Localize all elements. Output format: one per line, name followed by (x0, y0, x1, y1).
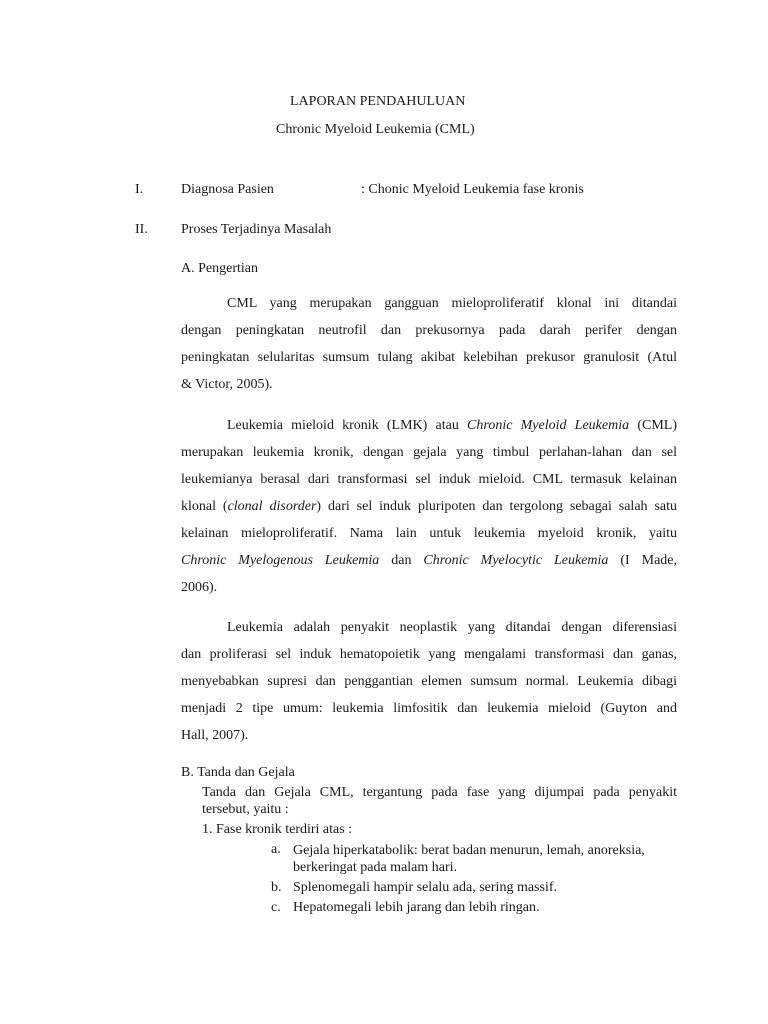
sub-item-b: Splenomegali hampir selalu ada, sering massif. (293, 880, 557, 895)
paragraph-line: & Victor, 2005). (181, 377, 273, 392)
sub-item-a-marker: a. (271, 842, 281, 857)
subsection-b-label: B. Tanda dan Gejala (181, 765, 295, 780)
italic-term: Chronic Myelocytic Leukemia (423, 553, 609, 568)
paragraph-line: Hall, 2007). (181, 728, 249, 743)
section-1-label: Diagnosa Pasien (181, 182, 274, 197)
section-2-number: II. (135, 222, 148, 237)
list-item-chronic-phase: 1. Fase kronik terdiri atas : (202, 822, 353, 837)
paragraph-line: Gejala hiperkatabolik: berat badan menurun, lemah, anoreksia, (293, 843, 645, 858)
paragraph-line: merupakan leukemia kronik, dengan gejala yang timbul perlahan-lahan dan sel (181, 445, 677, 460)
paragraph-definition-3 (181, 614, 677, 749)
sub-item-a (293, 842, 677, 876)
document-title: LAPORAN PENDAHULUAN (290, 94, 466, 109)
sub-item-c-marker: c. (271, 900, 281, 915)
section-1-value: : Chonic Myeloid Leukemia fase kronis (361, 182, 584, 197)
paragraph-line: dengan peningkatan neutrofil dan prekusornya pada darah perifer dengan (181, 323, 677, 338)
paragraph-line: kelainan mieloproliferatif. Nama lain untuk leukemia myeloid kronik, yaitu (181, 526, 677, 541)
sub-item-c: Hepatomegali lebih jarang dan lebih ringan. (293, 900, 540, 915)
paragraph-line: dan proliferasi sel induk hematopoietik yang mengalami transformasi dan ganas, (181, 647, 677, 662)
paragraph-line: berkeringat pada malam hari. (293, 860, 458, 875)
subsection-a-label: A. Pengertian (181, 261, 258, 276)
paragraph-line: CML yang merupakan gangguan mieloproliferatif klonal ini ditandai (227, 296, 677, 311)
paragraph-definition-1 (181, 290, 677, 398)
paragraph-definition-2: Leukemia mieloid kronik (LMK) atau Chronic Myeloid Leukemia (CML) merupakan leukemia kronik, dengan gejala yang timbul perlahan-lahan dan sel leukemianya berasal dari transformasi sel induk mieloid. CML termasuk kelainan klonal (clonal disorder) dari sel induk pluripoten dan tergolong sebagai salah satu kelainan mieloproliferatif. Nama lain untuk leukemia myeloid kronik, yaitu Chronic Myelogenous Leukemia dan Chronic Myelocytic Leukemia (I Made, 2006). (181, 412, 677, 601)
paragraph-line: leukemianya berasal dari transformasi sel induk mieloid. CML termasuk kelainan (181, 472, 677, 487)
paragraph-line: 2006). (181, 580, 218, 595)
paragraph-line: menyebabkan supresi dan penggantian elemen sumsum normal. Leukemia dibagi (181, 674, 677, 689)
paragraph-line: Tanda dan Gejala CML, tergantung pada fase yang dijumpai pada penyakit (202, 785, 677, 800)
paragraph-line: menjadi 2 tipe umum: leukemia limfositik dan leukemia mieloid (Guyton and (181, 701, 677, 716)
sub-item-b-marker: b. (271, 880, 282, 895)
signs-intro (202, 784, 677, 818)
italic-term: Chronic Myeloid Leukemia (467, 418, 630, 433)
italic-term: clonal disorder (227, 499, 317, 514)
paragraph-line: Leukemia adalah penyakit neoplastik yang ditandai dengan diferensiasi (227, 620, 677, 635)
paragraph-line: peningkatan selularitas sumsum tulang akibat kelebihan prekusor granulosit (Atul (181, 350, 677, 365)
section-1-number: I. (135, 182, 144, 197)
paragraph-line: tersebut, yaitu : (202, 802, 289, 817)
document-subtitle: Chronic Myeloid Leukemia (CML) (276, 122, 475, 137)
section-2-label: Proses Terjadinya Masalah (181, 222, 332, 237)
italic-term: Chronic Myelogenous Leukemia (181, 553, 380, 568)
